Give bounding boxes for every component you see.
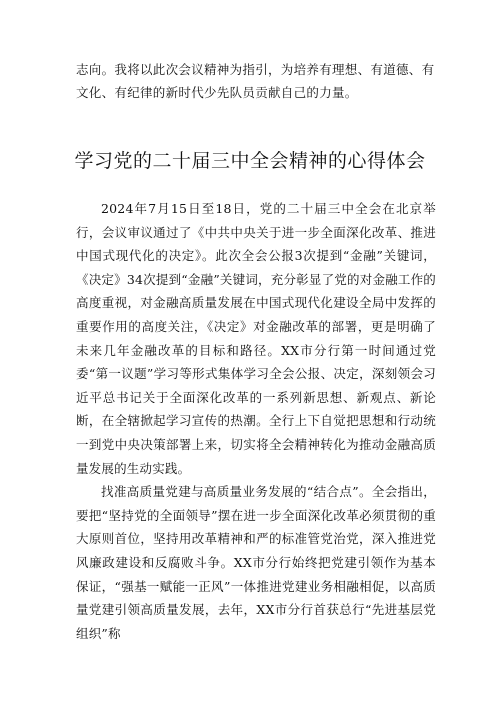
intro-section <box>76 58 436 104</box>
article-paragraph-2: 找准高质量党建与高质量业务发展的“结合点”。全会指出，要把“坚持党的全面领导”摆在进一步全面深化改革必须贯彻的重大原则首位，坚持用改革精神和严的标准管党治党，深入推进党风廉政建设和反腐败斗争。XX市分行始终把党建引领作为基本保证，“强基一赋能一正风”一体推进党建业务相融相促，以高质量党建引领高质量发展，去年，XX市分行首获总行“先进基层党组织”称 <box>76 484 436 641</box>
article-paragraph-1: 2024年7月15日至18日，党的二十届三中全会在北京举行，会议审议通过了《中共中央关于进一步全面深化改革、推进中国式现代化的决定》。此次全会公报3次提到“金融”关键词，《决定》34次提到“金融”关键词，充分彰显了党的对金融工作的高度重视，对金融高质量发展在中国式现代化建设全局中发挥的重要作用的高度关注，《决定》对金融改革的部署，更是明确了未来几年金融改革的目标和路径。XX市分行第一时间通过党委“第一议题”学习等形式集体学习全会公报、决定，深刻领会习近平总书记关于全面深化改革的一系列新思想、新观点、新论断，在全辖掀起学习宣传的热潮。全行上下自觉把思想和行动统一到党中央决策部署上来，切实将全会精神转化为推动金融高质量发展的生动实践。 <box>76 201 436 476</box>
intro-paragraph: 志向。我将以此次会议精神为指引，为培养有理想、有道德、有文化、有纪律的新时代少先队员贡献自己的力量。 <box>76 62 435 100</box>
article-body <box>76 197 436 645</box>
article-title: 学习党的二十届三中全会精神的心得体会 <box>74 150 426 172</box>
